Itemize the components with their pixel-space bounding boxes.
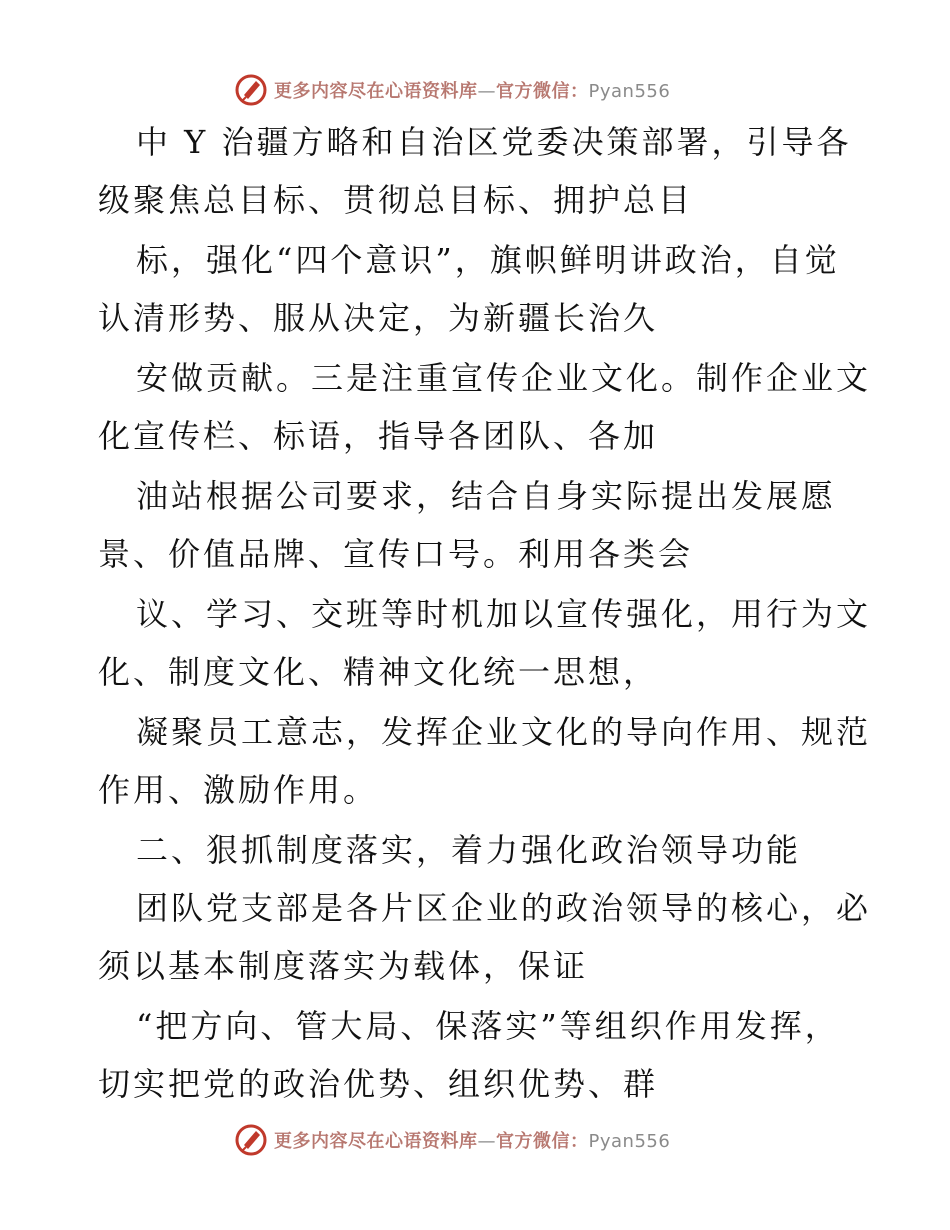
body-line: 景、价值品牌、宣传口号。利用各类会 — [98, 535, 694, 573]
body-line: 议、学习、交班等时机加以宣传强化，用行为文 — [136, 595, 872, 633]
body-line: 油站根据公司要求，结合自身实际提出发展愿 — [136, 477, 837, 515]
banner-main-text: 更多内容尽在心语资料库 — [274, 1131, 478, 1152]
banner-wechat-label: 官方微信： — [496, 1131, 589, 1152]
banner-main-text: 更多内容尽在心语资料库 — [274, 81, 478, 102]
body-line: 作用、激励作用。 — [98, 771, 379, 809]
banner-separator: — — [477, 1131, 496, 1152]
banner-text — [274, 77, 670, 103]
body-line: 安做贡献。三是注重宣传企业文化。制作企业文 — [136, 359, 872, 397]
body-line: 化、制度文化、精神文化统一思想， — [98, 653, 659, 691]
body-line: “把方向、管大局、保落实”等组织作用发挥， — [136, 1007, 840, 1045]
body-line: 化宣传栏、标语，指导各团队、各加 — [98, 417, 659, 455]
body-line: 切实把党的政治优势、组织优势、群 — [98, 1065, 659, 1103]
logo-icon — [234, 1123, 268, 1157]
banner-wechat-label: 官方微信： — [496, 81, 589, 102]
section-heading: 二、狠抓制度落实，着力强化政治领导功能 — [136, 831, 802, 869]
body-line: 团队党支部是各片区企业的政治领导的核心，必 — [136, 889, 872, 927]
body-line: 级聚焦总目标、贯彻总目标、拥护总目 — [98, 181, 694, 219]
body-line: 须以基本制度落实为载体，保证 — [98, 947, 589, 985]
body-line: 中 Y 治疆方略和自治区党委决策部署，引导各 — [136, 123, 852, 161]
banner-text — [274, 1127, 670, 1153]
logo-icon — [234, 73, 268, 107]
body-line: 认清形势、服从决定，为新疆长治久 — [98, 299, 659, 337]
header-banner — [234, 72, 714, 108]
banner-separator: — — [477, 81, 496, 102]
body-line: 标，强化“四个意识”，旗帜鲜明讲政治，自觉 — [136, 241, 840, 279]
body-line: 凝聚员工意志，发挥企业文化的导向作用、规范 — [136, 713, 872, 751]
banner-wechat-id: Pyan556 — [588, 81, 671, 102]
banner-wechat-id: Pyan556 — [588, 1131, 671, 1152]
footer-banner — [234, 1122, 714, 1158]
